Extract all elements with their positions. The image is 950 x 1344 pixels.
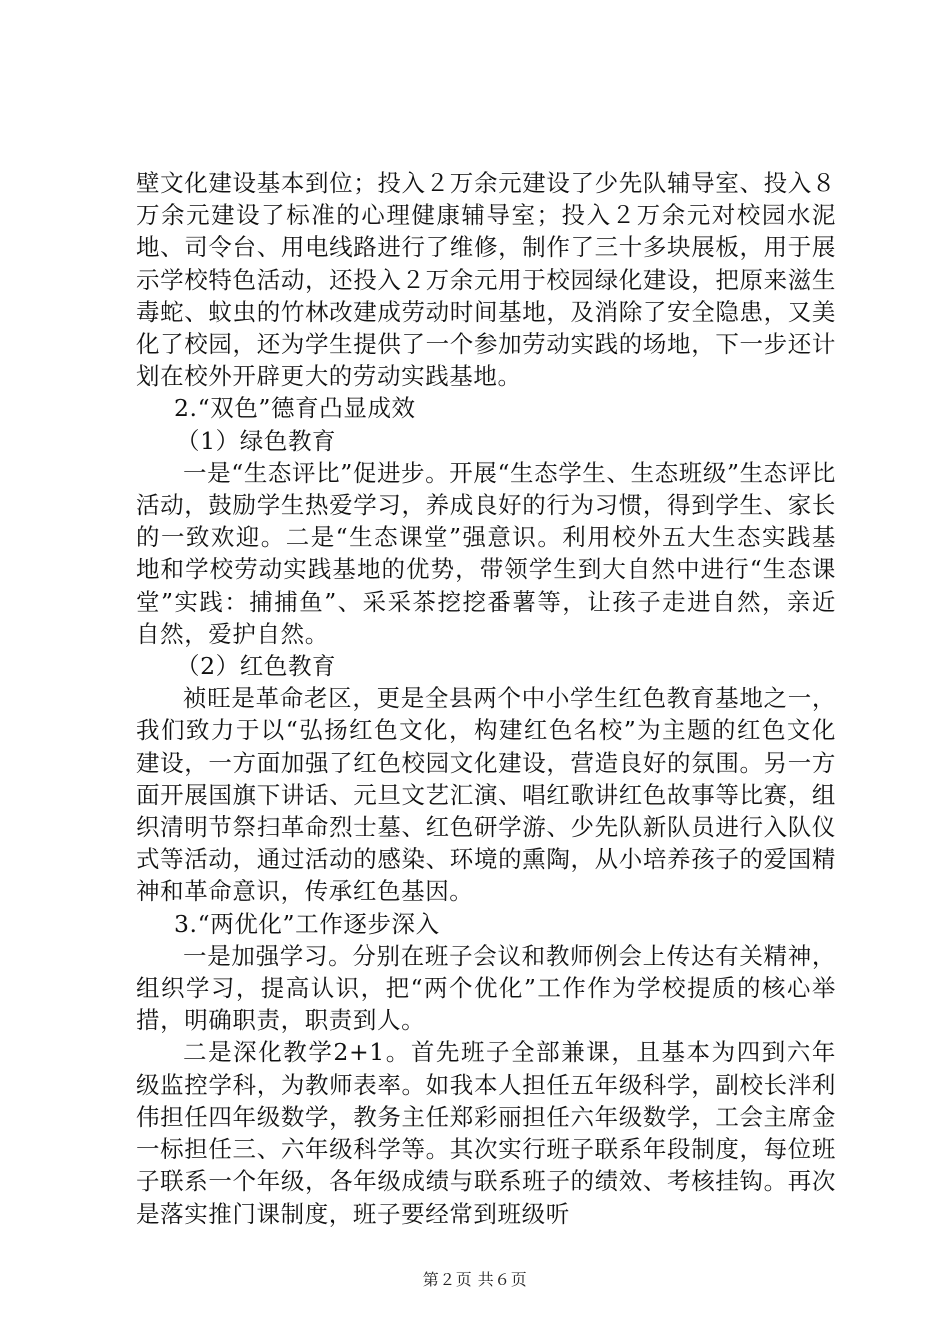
document-body (136, 167, 836, 1230)
subheading-red-education: （2）红色教育 (176, 652, 337, 681)
paragraph-strengthen-learning: 一是加强学习。分别在班子会议和教师例会上传达有关精神，组织学习，提高认识，把“两个优化”工作作为学校提质的核心举措，明确职责，职责到人。 (136, 941, 836, 1035)
paragraph-campus-investment: 壁文化建设基本到位；投入２万余元建设了少先队辅导室、投入８万余元建设了标准的心理健康辅导室；投入２万余元对校园水泥地、司令台、用电线路进行了维修，制作了三十多块展板，用于展示学校特色活动，还投入２万余元用于校园绿化建设，把原来滋生毒蛇、蚊虫的竹林改建成劳动时间基地，及消除了安全隐患，又美化了校园，还为学生提供了一个参加劳动实践的场地，下一步还计划在校外开辟更大的劳动实践基地。 (136, 169, 836, 391)
paragraph-deepen-teaching: 二是深化教学2+1。首先班子全部兼课，且基本为四到六年级监控学科，为教师表率。如我本人担任五年级科学，副校长泮利伟担任四年级数学，教务主任郑彩丽担任六年级数学，工会主席金一标担任三、六年级科学等。其次实行班子联系年段制度，每位班子联系一个年级，各年级成绩与联系班子的绩效、考核挂钩。再次是落实推门课制度，班子要经常到班级听 (136, 1038, 836, 1228)
section-heading-two-optimizations: 3.“两优化”工作逐步深入 (174, 909, 440, 938)
paragraph-green-education: 一是“生态评比”促进步。开展“生态学生、生态班级”生态评比活动，鼓励学生热爱学习，养成良好的行为习惯，得到学生、家长的一致欢迎。二是“生态课堂”强意识。利用校外五大生态实践基地和学校劳动实践基地的优势，带领学生到大自然中进行“生态课堂”实践：捕捕鱼”、采采茶挖挖番薯等，让孩子走进自然，亲近自然，爱护自然。 (136, 458, 836, 648)
paragraph-red-education: 祯旺是革命老区，更是全县两个中小学生红色教育基地之一，我们致力于以“弘扬红色文化，构建红色名校”为主题的红色文化建设，一方面加强了红色校园文化建设，营造良好的氛围。另一方面开展国旗下讲话、元旦文艺汇演、唱红歌讲红色故事等比赛，组织清明节祭扫革命烈士墓、红色研学游、少先队新队员进行入队仪式等活动，通过活动的感染、环境的熏陶，从小培养孩子的爱国精神和革命意识，传承红色基因。 (136, 684, 836, 906)
section-heading-dual-color-education: 2.“双色”德育凸显成效 (174, 394, 416, 423)
subheading-green-education: （1）绿色教育 (176, 426, 337, 455)
page-number-footer: 第２页 共６页 (422, 1270, 528, 1289)
